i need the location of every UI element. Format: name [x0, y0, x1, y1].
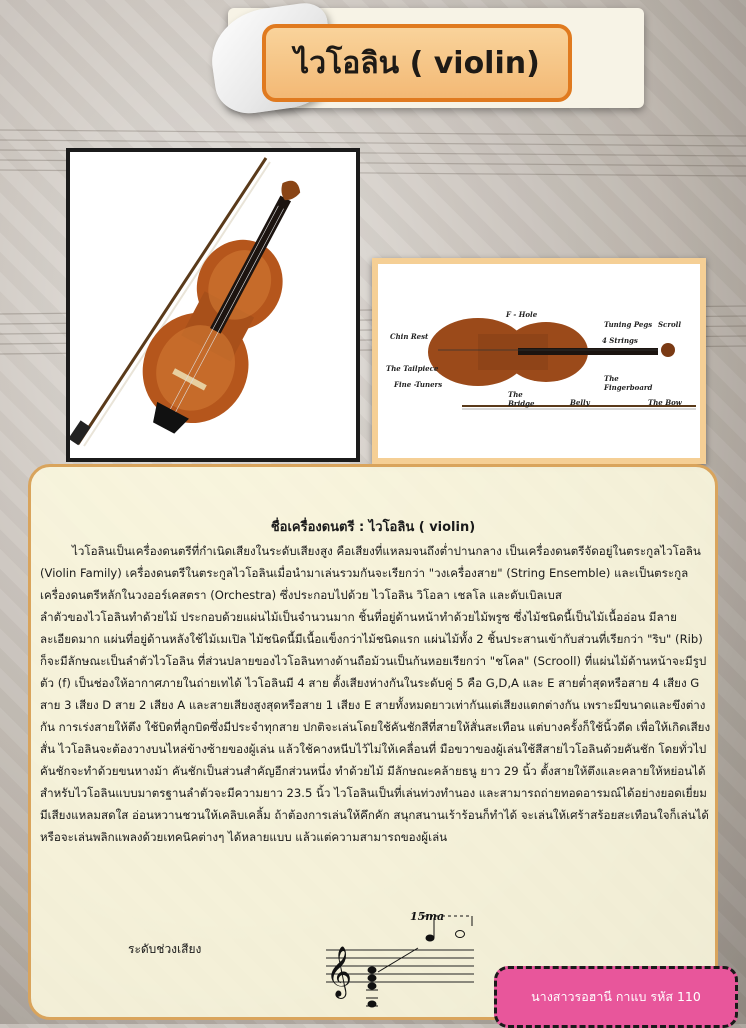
label-fingerboard: The Fingerboard: [604, 374, 653, 392]
range-notation: [318, 912, 478, 1012]
label-4-strings: 4 Strings: [602, 336, 638, 345]
paragraph-structure: ลำตัวของไวโอลินทำด้วยไม้ ประกอบด้วยแผ่นไม้เป็นจำนวนมาก ชิ้นที่อยู่ด้านหน้าทำด้วยไม้พรูซ ซึ่งไม้ชนิดนี้เป็นไม้เนื้ออ่อน มีลายละเอียดมาก แผ่นที่อยู่ด้านหลังใช้ไม้เมเปิล ไม้ชนิดนี้มีเนื้อแข็งกว่าไม้ชนิดแรก แผ่นไม้ทั้ง 2 ชิ้นประสานเข้ากับส่วนที่เรียกว่า "ริบ" (Rib) ก็จะมีลักษณะเป็นลำตัวไวโอลิน ที่ส่วนปลายของไวโอลินทางด้านถือม้วนเป็นก้นหอยเรียกว่า "ชโคล" (Scrooll) ที่แผ่นไม้ด้านหน้าจะมีรูปตัว (f) เป็นช่องให้อากาศภายในถ่ายเทได้ ไวโอลินมี 4 สาย ตั้งเสียงห่างกันในระดับคู่ 5 คือ G,D,A และ E สายต่ำสุดหรือสาย 4 เสียง G สาย 3 เสียง D สาย 2 เสียง A และสายเสียงสูงสุดหรือสาย 1 เสียง E สายทั้งหมดยาวเท่ากันแต่เสียงแตกต่างกัน เพราะมีขนาดและขึงต่างกัน การเร่งสายให้ตึง ใช้บิดที่ลูกบิดซึ่งมีประจำทุกสาย ปกติจะเล่นโดยใช้คันชักสีที่สายให้สั่นสะเทือน แต่บางครั้งก็ใช้นิ้วดีด เพื่อให้เกิดเสียงสั่น ไวโอลินจะต้องวางบนไหล่ข้างซ้ายของผู้เล่น แล้วใช้คางหนีบไว้ไม่ให้เคลื่อนที่ มือขวาของผู้เล่นใช้สีสายไวโอลินด้วยคันชัก โดยทั่วไปคันชักจะทำด้วยขนหางม้า คันชักเป็นส่วนสำคัญอีกส่วนหนึ่ง ทำด้วยไม้ มีลักษณะคล้ายธนู ยาว 29 นิ้ว ตั้งสายให้ตึงและคลายให้หย่อนได้ สำหรับไวโอลินแบบมาตรฐานลำตัวจะมีความยาว 23.5 นิ้ว ไวโอลินเป็นที่เล่นท่วงทำนอง และสามารถถ่ายทอดอารมณ์ได้อย่างยอดเยี่ยม มีเสียงแหลมสดใส อ่อนหวานชวนให้เคลิบเคลิ้ม ถ้าต้องการเล่นให้คึกคัก สนุกสนานเร้าร้อนก็ทำได้ จะเล่นให้เศร้าสร้อยสะเทือนใจก็เล่นได้ หรือจะเล่นพลิกแพลงด้วยเทคนิคต่างๆ ได้หลายแบบ แล้วแต่ความสามารถของผู้เล่น: [40, 610, 711, 844]
label-chin-rest: Chin Rest: [390, 332, 429, 341]
content-heading: ชื่อเครื่องดนตรี : ไวโอลิน ( violin): [270, 520, 476, 535]
violin-parts-diagram: [372, 258, 706, 464]
label-belly: Belly: [570, 398, 590, 407]
label-tailpiece: The Tailpiece: [386, 364, 439, 373]
paragraph-intro: ไวโอลินเป็นเครื่องดนตรีที่กำเนิดเสียงในระดับเสียงสูง คือเสียงที่แหลมจนถึงต่ำปานกลาง เป็นเครื่องดนตรีจัดอยู่ในตระกูลไวโอลิน (Violin Family) เครื่องดนตรีในตระกูลไวโอลินเมื่อนำมาเล่นรวมกันจะเรียกว่า "วงเครื่องสาย" (String Ensemble) และเป็นตระกูลเครื่องดนตรีหลักในวงออร์เคสตรา (Orchestra) ซึ่งประกอบไปด้วย ไวโอลิน วิโอลา เชลโล และดับเบิลเบส: [40, 544, 701, 602]
violin-illustration: [70, 152, 356, 458]
label-scroll: Scroll: [658, 320, 681, 329]
violin-photo: [66, 148, 360, 462]
author-credit-badge: [494, 966, 738, 1028]
label-bridge: The Bridge: [508, 390, 535, 408]
range-label: ระดับช่วงเสียง: [128, 942, 202, 956]
label-fine-tuners: Fine -Tuners: [394, 380, 443, 389]
page-title: ไวโอลิน ( violin): [294, 45, 540, 81]
label-f-hole: F - Hole: [506, 310, 538, 319]
ottava-mark: 15ma: [410, 912, 445, 923]
label-tuning-pegs: Tuning Pegs: [604, 320, 653, 329]
violin-side-illustration: [378, 264, 700, 458]
label-bow: The Bow: [648, 398, 682, 407]
title-box: [262, 24, 572, 102]
content-body: [40, 540, 712, 848]
author-credit: นางสาวรอฮานี กาแบ รหัส 110: [531, 989, 701, 1004]
svg-text:𝄞: 𝄞: [326, 946, 353, 997]
